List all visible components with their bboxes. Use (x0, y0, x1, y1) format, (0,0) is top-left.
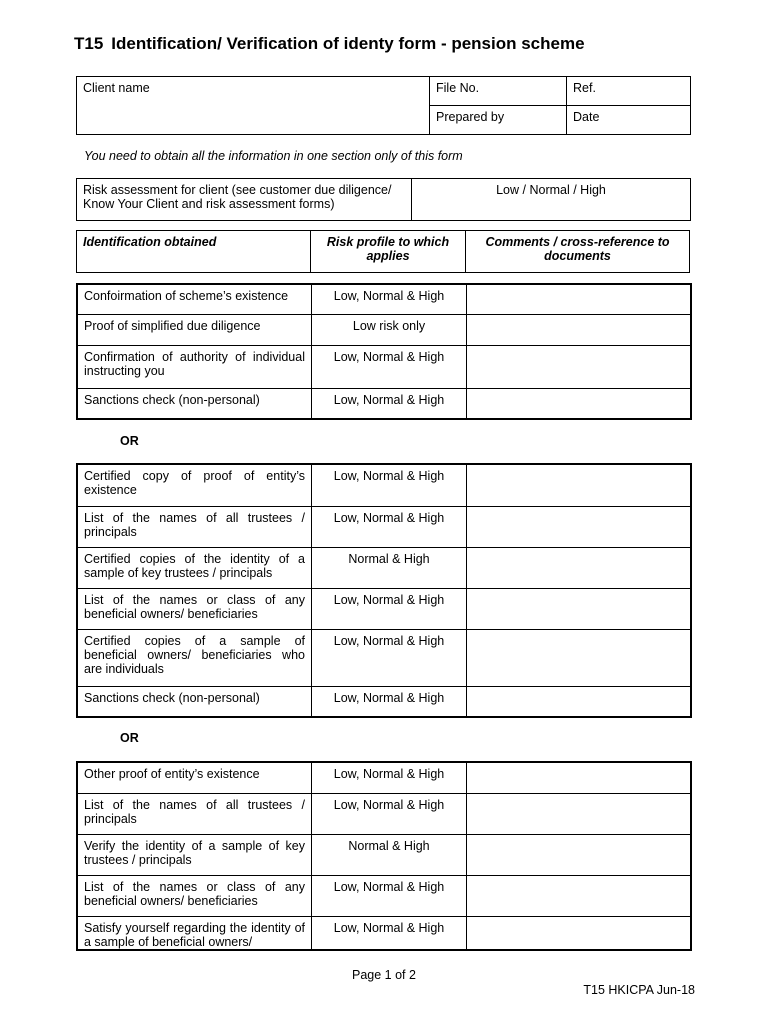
risk-label: Low, Normal & High (312, 793, 467, 834)
document-reference: T15 HKICPA Jun-18 (583, 983, 695, 997)
risk-label: Low, Normal & High (312, 388, 467, 419)
comment-cell[interactable] (467, 793, 692, 834)
comment-cell[interactable] (467, 464, 692, 506)
risk-label: Low, Normal & High (312, 629, 467, 686)
table-row (77, 464, 691, 506)
table-row (77, 762, 691, 793)
item-label: List of the names of all trustees / principals (77, 793, 312, 834)
risk-label: Low, Normal & High (312, 284, 467, 314)
comment-cell[interactable] (467, 284, 692, 314)
risk-assessment-label: Risk assessment for client (see customer due diligence/ Know Your Client and risk assessment forms) (77, 179, 412, 221)
table-row (77, 875, 691, 916)
prepared-by-field[interactable]: Prepared by (430, 106, 567, 135)
item-label: List of the names or class of any beneficial owners/ beneficiaries (77, 875, 312, 916)
comment-cell[interactable] (467, 388, 692, 419)
file-no-field[interactable]: File No. (430, 77, 567, 106)
section-3-table (76, 761, 692, 951)
table-row (77, 345, 691, 388)
col-risk-profile: Risk profile to which applies (311, 231, 466, 273)
instruction-note: You need to obtain all the information in one section only of this form (84, 149, 463, 163)
table-row (77, 506, 691, 547)
table-row (77, 629, 691, 686)
form-code: T15 (74, 34, 104, 53)
section-1-table (76, 283, 692, 420)
comment-cell[interactable] (467, 875, 692, 916)
risk-label: Low, Normal & High (312, 588, 467, 629)
risk-label: Low, Normal & High (312, 464, 467, 506)
item-label: Confirmation of authority of individual instructing you (77, 345, 312, 388)
comment-cell[interactable] (467, 629, 692, 686)
risk-label: Low, Normal & High (312, 875, 467, 916)
risk-label: Normal & High (312, 834, 467, 875)
table-row (77, 388, 691, 419)
table-row (77, 793, 691, 834)
risk-label: Low, Normal & High (312, 916, 467, 950)
item-label: Satisfy yourself regarding the identity of a sample of beneficial owners/ (77, 916, 312, 950)
form-title: Identification/ Verification of identy form - pension scheme (111, 34, 585, 53)
table-row (77, 588, 691, 629)
client-name-field[interactable]: Client name (77, 77, 430, 135)
comment-cell[interactable] (467, 588, 692, 629)
item-label: Certified copy of proof of entity’s existence (77, 464, 312, 506)
comment-cell[interactable] (467, 506, 692, 547)
risk-label: Normal & High (312, 547, 467, 588)
risk-label: Low, Normal & High (312, 762, 467, 793)
table-row (77, 834, 691, 875)
comment-cell[interactable] (467, 762, 692, 793)
item-label: Certified copies of a sample of beneficial owners/ beneficiaries who are individuals (77, 629, 312, 686)
comment-cell[interactable] (467, 916, 692, 950)
col-identification: Identification obtained (77, 231, 311, 273)
risk-level-options[interactable]: Low / Normal / High (412, 179, 691, 221)
risk-label: Low, Normal & High (312, 506, 467, 547)
item-label: Certified copies of the identity of a sample of key trustees / principals (77, 547, 312, 588)
item-label: Sanctions check (non-personal) (77, 686, 312, 717)
section-2-table (76, 463, 692, 718)
table-row (77, 314, 691, 345)
page-title (74, 34, 593, 54)
item-label: List of the names or class of any beneficial owners/ beneficiaries (77, 588, 312, 629)
comment-cell[interactable] (467, 547, 692, 588)
item-label: Confoirmation of scheme’s existence (77, 284, 312, 314)
table-row (77, 284, 691, 314)
date-field[interactable]: Date (567, 106, 691, 135)
item-label: Sanctions check (non-personal) (77, 388, 312, 419)
item-label: Verify the identity of a sample of key trustees / principals (77, 834, 312, 875)
table-row (77, 916, 691, 950)
col-comments: Comments / cross-reference to documents (466, 231, 690, 273)
risk-label: Low, Normal & High (312, 345, 467, 388)
item-label: Proof of simplified due diligence (77, 314, 312, 345)
comment-cell[interactable] (467, 345, 692, 388)
risk-label: Low, Normal & High (312, 686, 467, 717)
page-number: Page 1 of 2 (352, 968, 416, 982)
item-label: List of the names of all trustees / principals (77, 506, 312, 547)
or-separator: OR (120, 731, 139, 745)
header-table (76, 76, 691, 135)
table-row (77, 547, 691, 588)
comment-cell[interactable] (467, 834, 692, 875)
table-row (77, 686, 691, 717)
column-header-table (76, 230, 690, 273)
risk-label: Low risk only (312, 314, 467, 345)
or-separator: OR (120, 434, 139, 448)
comment-cell[interactable] (467, 686, 692, 717)
ref-field[interactable]: Ref. (567, 77, 691, 106)
risk-assessment-table (76, 178, 691, 221)
item-label: Other proof of entity’s existence (77, 762, 312, 793)
comment-cell[interactable] (467, 314, 692, 345)
